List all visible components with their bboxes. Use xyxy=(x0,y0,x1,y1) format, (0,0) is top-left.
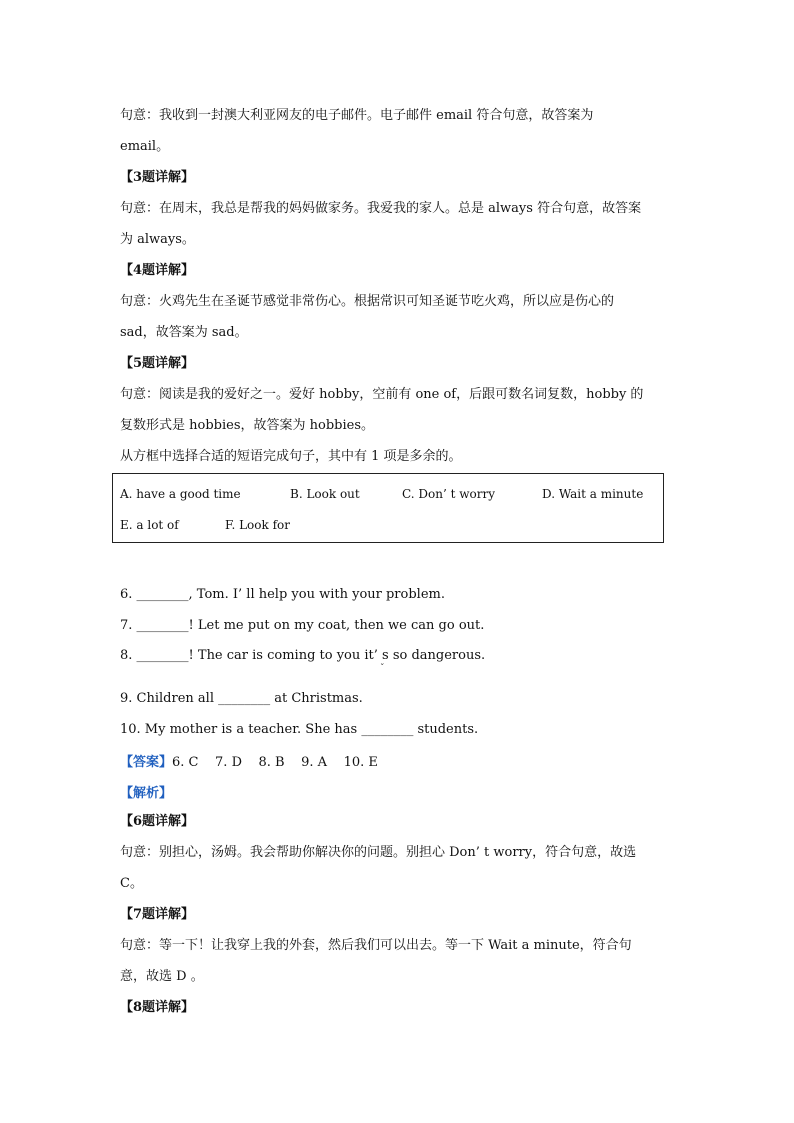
bottom-line-4: 句意：等一下！让我穿上我的外套，然后我们可以出去。等一下 Wait a minute，符合句 xyxy=(120,938,632,953)
bottom-line-2: C。 xyxy=(120,876,143,891)
answer-line xyxy=(120,751,378,770)
question-6: 6. ________, Tom. I’ ll help you with your problem. xyxy=(120,587,445,602)
bottom-section xyxy=(120,806,680,1023)
heading-q3: 【3题详解】 xyxy=(120,170,195,185)
bottom-line-1: 句意：别担心，汤姆。我会帮助你解决你的问题。别担心 Don’ t worry，符合句意，故选 xyxy=(120,845,637,860)
top-line-3: 句意：在周末，我总是帮我的妈妈做家务。我爱我的家人。总是 always 符合句意，故答案 xyxy=(120,201,642,216)
top-line-4: 为 always。 xyxy=(120,232,195,247)
bottom-line-5: 意，故选 D 。 xyxy=(120,969,204,984)
heading-q4: 【4题详解】 xyxy=(120,263,195,278)
top-section xyxy=(120,100,680,472)
question-9: 9. Children all ________ at Christmas. xyxy=(120,691,363,706)
answer-text: 6. C 7. D 8. B 9. A 10. E xyxy=(172,755,378,770)
analysis-label: 【解析】 xyxy=(120,786,173,801)
option-a: A. have a good time xyxy=(120,487,241,501)
top-line-0: 句意：我收到一封澳大利亚网友的电子邮件。电子邮件 email 符合句意，故答案为 xyxy=(120,108,594,123)
top-line-7: sad，故答案为 sad。 xyxy=(120,325,248,340)
heading-q7: 【7题详解】 xyxy=(120,907,195,922)
option-b: B. Look out xyxy=(290,487,360,501)
answer-label: 【答案】 xyxy=(120,755,173,770)
options-box xyxy=(112,473,664,543)
comma-mark: ˇ xyxy=(380,664,385,674)
top-line-10: 复数形式是 hobbies，故答案为 hobbies。 xyxy=(120,418,374,433)
top-line-1: email。 xyxy=(120,139,170,154)
options-row-2 xyxy=(120,518,290,532)
option-f: F. Look for xyxy=(225,518,290,532)
top-line-9: 句意：阅读是我的爱好之一。爱好 hobby，空前有 one of，后跟可数名词复数，hobby 的 xyxy=(120,387,644,402)
heading-q6: 【6题详解】 xyxy=(120,814,195,829)
instructions: 从方框中选择合适的短语完成句子，其中有 1 项是多余的。 xyxy=(120,449,462,464)
question-10: 10. My mother is a teacher. She has ________ students. xyxy=(120,722,479,737)
question-7: 7. ________! Let me put on my coat, then we can go out. xyxy=(120,618,485,633)
options-row-1 xyxy=(120,487,643,501)
option-d: D. Wait a minute xyxy=(542,487,644,501)
option-e: E. a lot of xyxy=(120,518,179,532)
top-line-6: 句意：火鸡先生在圣诞节感觉非常伤心。根据常识可知圣诞节吃火鸡，所以应是伤心的 xyxy=(120,294,615,309)
heading-q5: 【5题详解】 xyxy=(120,356,195,371)
option-c: C. Don’ t worry xyxy=(402,487,495,501)
question-8: 8. ________! The car is coming to you it’ s so dangerous. xyxy=(120,648,486,663)
heading-q8: 【8题详解】 xyxy=(120,1000,195,1015)
